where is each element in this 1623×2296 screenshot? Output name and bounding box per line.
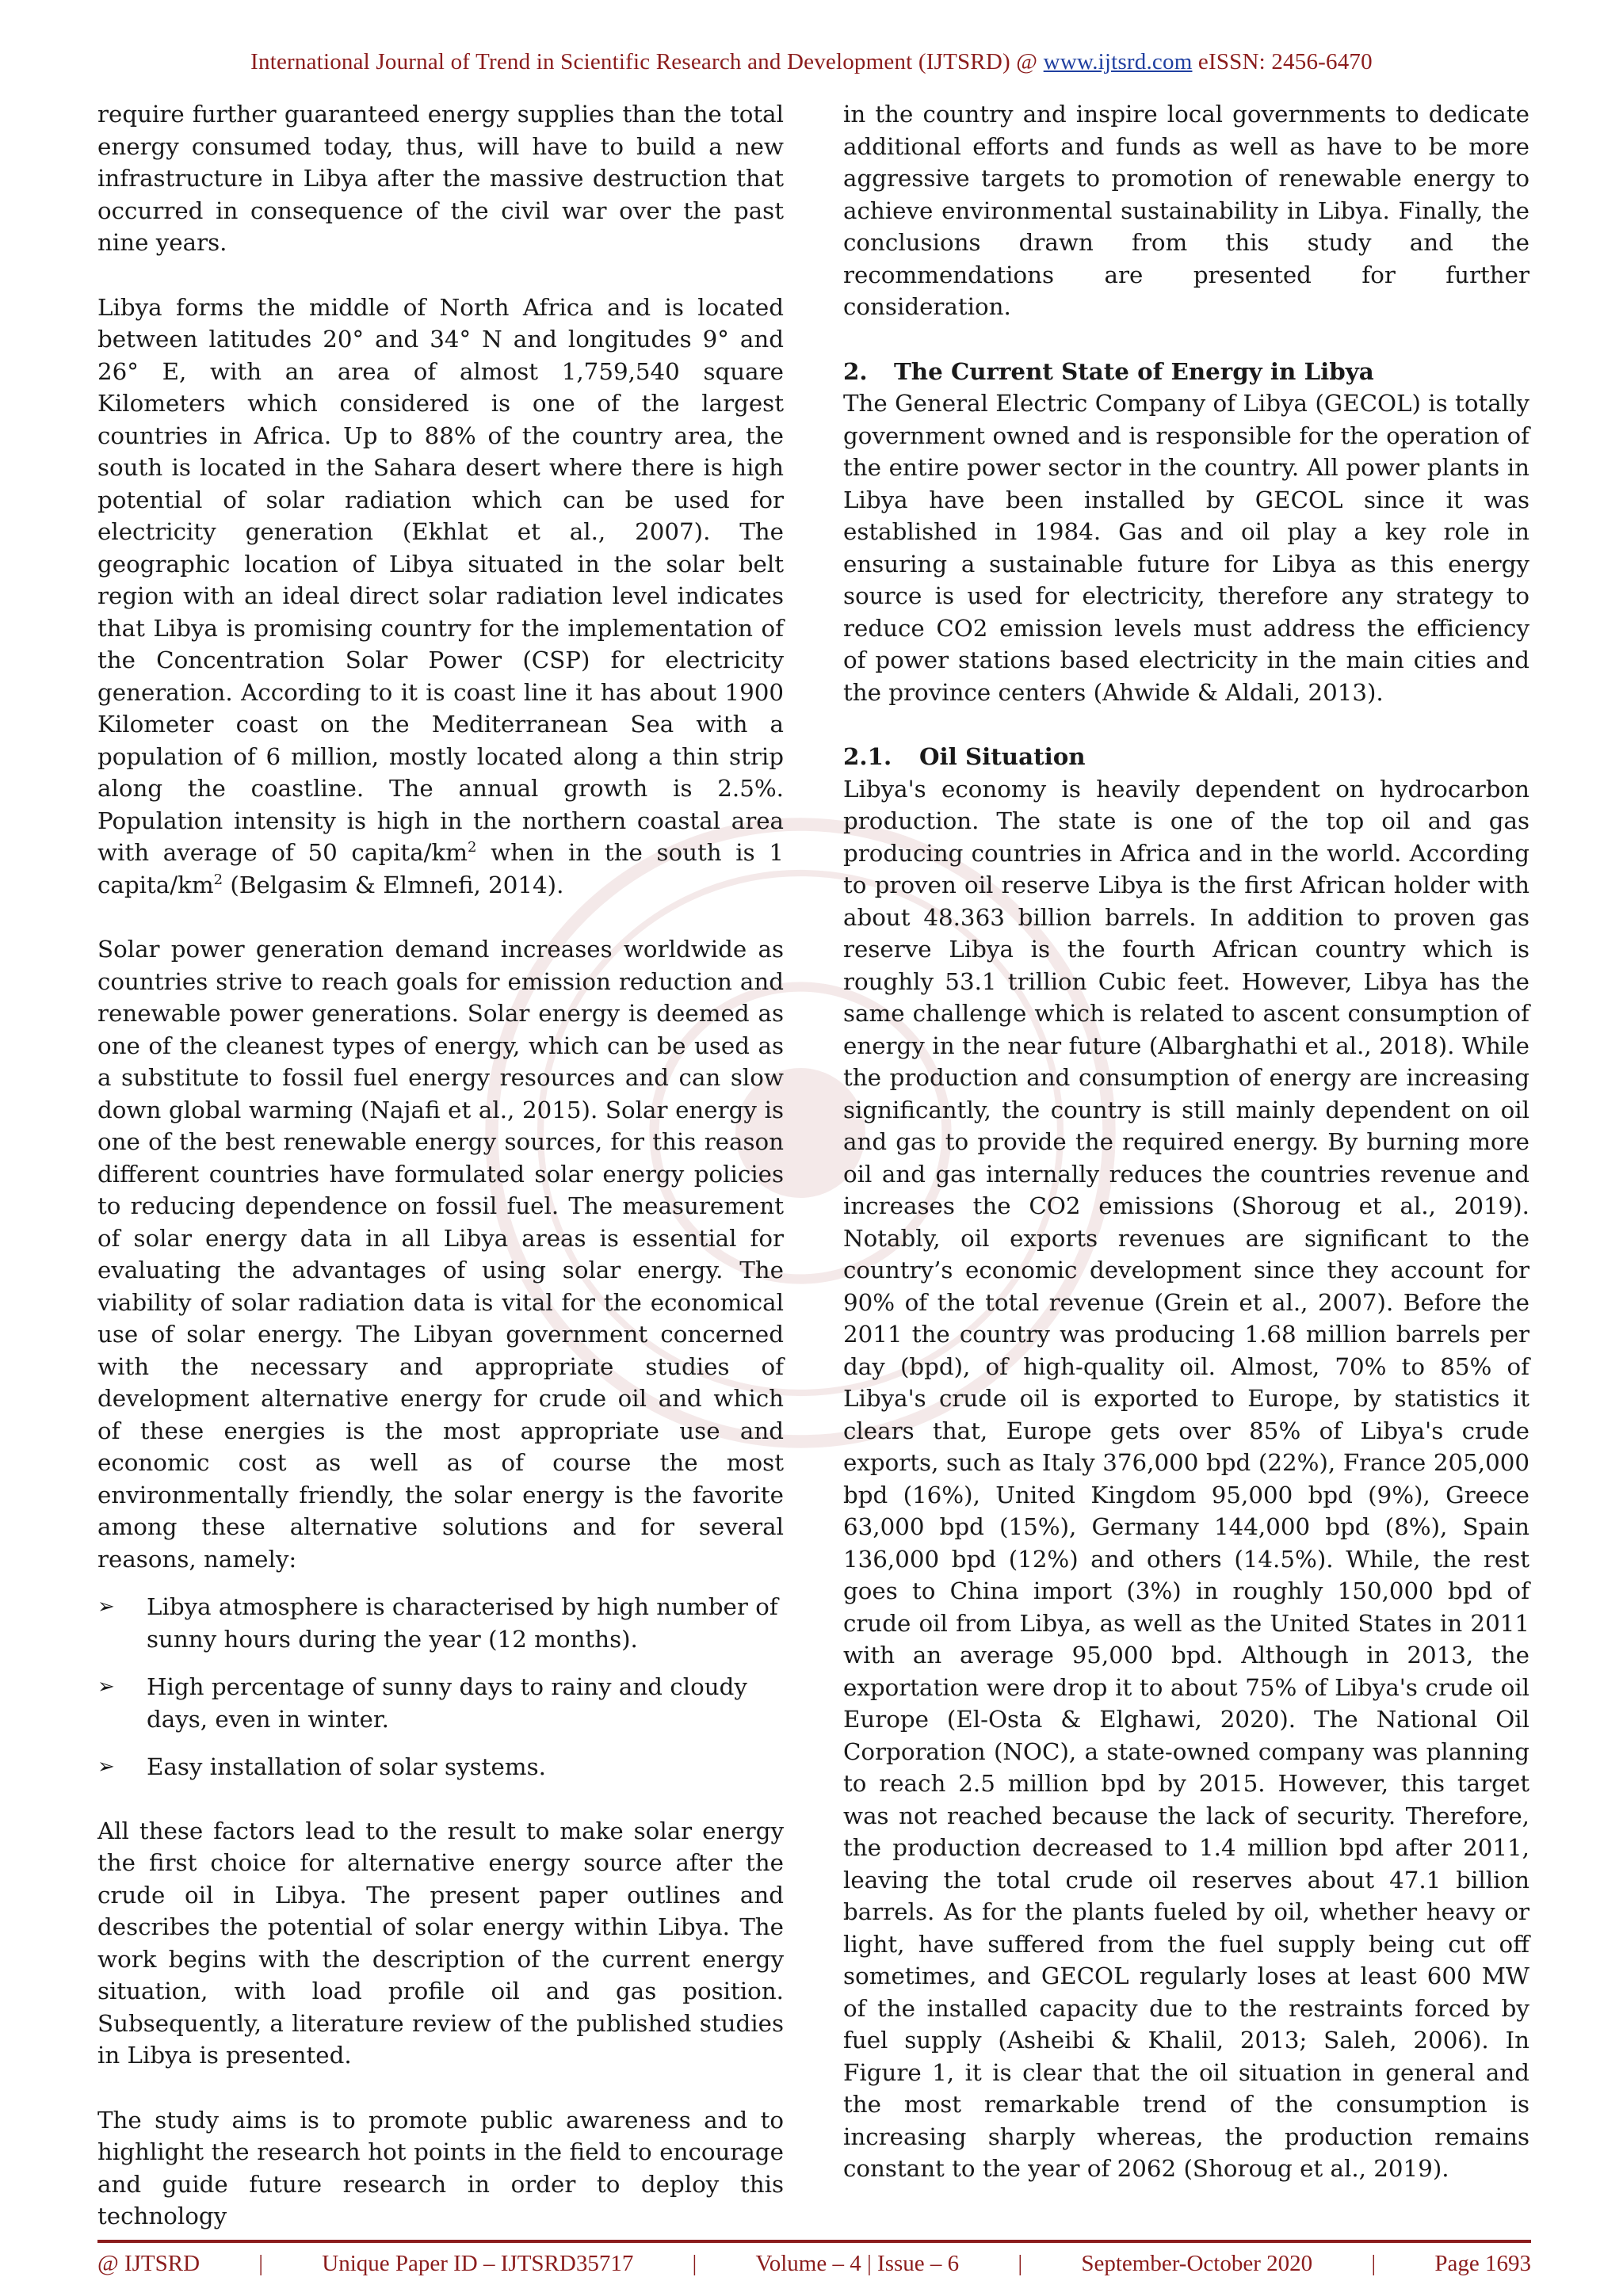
paragraph: Solar power generation demand increases worldwide as countries strive to reach goals for emission reduction and renewable power generations. Solar energy is deemed as one of the cleanest types of energy, which can be used as a substitute to fossil fuel energy resources and can slow down global warming (Najafi et al., 2015). Solar energy is one of the best renewable energy sources, for this reason different countries have formulated solar energy policies to reducing dependence on fossil fuel. The measurement of solar energy data in all Libya areas is essential for evaluating the advantages of using solar energy. The viability of solar radiation data is vital for the economical use of solar energy. The Libyan government concerned with the necessary and appropriate studies of development alternative energy for crude oil and which of these energies is the most appropriate use and economic cost as well as of course the most environmentally friendly, the solar energy is the favorite among these alternative solutions and for several reasons, namely: bbox=[97, 936, 784, 1573]
text-run: Libya forms the middle of North Africa and is located between latitudes 20° and 34° N and longitudes 9° and 26° E, with an area of almost 1,759,540 square Kilometers which considered is one of the largest countries in Africa. Up to 88% of the country area, the south is located in the Sahara desert where there is high potential of solar radiation which can be used for electricity generation (Ekhlat et al., 2007). The geographic location of Libya situated in the solar belt region with an ideal direct solar radiation level indicates that Libya is promising country for the implementation of the Concentration Solar Power (CSP) for electricity generation. According to it is coast line it has about 1900 Kilometer coast on the Mediterranean Sea with a population of 6 million, mostly located along a thin strip along the coastline. The annual growth is 2.5%. Population intensity is high in the northern coastal area with average of 50 capita/km bbox=[97, 293, 784, 866]
left-column bbox=[97, 98, 784, 2233]
footer-brand: @ IJTSRD bbox=[97, 2251, 200, 2276]
superscript: 2 bbox=[468, 839, 477, 856]
list-item-text: Libya atmosphere is characterised by high number of sunny hours during the year (12 months). bbox=[147, 1593, 778, 1653]
running-footer bbox=[97, 2251, 1531, 2277]
list-item-text: High percentage of sunny days to rainy and cloudy days, even in winter. bbox=[147, 1673, 747, 1733]
right-column bbox=[843, 98, 1529, 2185]
footer-paper-id: Unique Paper ID – IJTSRD35717 bbox=[322, 2251, 634, 2276]
section-title: The Current State of Energy in Libya bbox=[894, 357, 1374, 385]
paragraph: The General Electric Company of Libya (GECOL) is totally government owned and is responsible for the operation of the entire power sector in the country. All power plants in Libya have been installed by GECOL since it was established in 1984. Gas and oil play a key role in ensuring a sustainable future for Libya as this energy source is used for electricity, therefore any strategy to reduce CO2 emission levels must address the efficiency of power stations based electricity in the main cities and the province centers (Ahwide & Aldali, 2013). bbox=[843, 390, 1529, 706]
text-run: (Belgasim & Elmnefi, 2014). bbox=[223, 871, 564, 898]
footer-separator: | bbox=[258, 2251, 264, 2276]
arrow-bullet-icon: ➢ bbox=[97, 1755, 115, 1779]
footer-date: September-October 2020 bbox=[1081, 2251, 1313, 2276]
issn: eISSN: 2456-6470 bbox=[1192, 49, 1373, 74]
footer-rule bbox=[97, 2240, 1531, 2243]
subsection-number: 2.1. bbox=[843, 742, 892, 770]
paragraph: The study aims is to promote public awareness and to highlight the research hot points in the field to encourage and guide future research in order to deploy this technology bbox=[97, 2106, 784, 2229]
journal-name: International Journal of Trend in Scientific Research and Development (IJTSRD) @ bbox=[250, 49, 1044, 74]
footer-separator: | bbox=[1018, 2251, 1023, 2276]
footer-separator: | bbox=[692, 2251, 697, 2276]
paragraph-libya-geography bbox=[97, 292, 784, 902]
section-number: 2. bbox=[843, 357, 868, 385]
running-header bbox=[0, 49, 1623, 75]
footer-volume: Volume – 4 | Issue – 6 bbox=[755, 2251, 960, 2276]
paragraph: require further guaranteed energy supplies than the total energy consumed today, thus, will have to build a new infrastructure in Libya after the massive destruction that occurred in consequence of the civil war over the past nine years. bbox=[97, 101, 784, 256]
footer-page-number: Page 1693 bbox=[1434, 2251, 1531, 2276]
bullet-list bbox=[97, 1591, 784, 1783]
text-run: when in the south is 1 capita/km bbox=[97, 839, 784, 898]
list-item-text: Easy installation of solar systems. bbox=[147, 1753, 546, 1780]
subsection-title: Oil Situation bbox=[919, 742, 1086, 770]
section-heading bbox=[843, 356, 1529, 388]
list-item bbox=[97, 1751, 784, 1783]
list-item bbox=[97, 1591, 784, 1655]
superscript: 2 bbox=[213, 871, 223, 888]
subsection-heading bbox=[843, 741, 1529, 773]
arrow-bullet-icon: ➢ bbox=[97, 1675, 115, 1699]
arrow-bullet-icon: ➢ bbox=[97, 1595, 115, 1619]
paragraph: Libya's economy is heavily dependent on hydrocarbon production. The state is one of the top oil and gas producing countries in Africa and in the world. According to proven oil reserve Libya is the first African holder with about 48.363 billion barrels. In addition to proven gas reserve Libya is the fourth African country which is roughly 53.1 trillion Cubic feet. However, Libya has the same challenge which is related to ascent consumption of energy in the near future (Albarghathi et al., 2018). While the production and consumption of energy are increasing significantly, the country is still mainly dependent on oil and gas to provide the required energy. By burning more oil and gas internally reduces the countries revenue and increases the CO2 emissions (Shoroug et al., 2019). Notably, oil exports revenues are significant to the country’s economic development since they account for 90% of the total revenue (Grein et al., 2007). Before the 2011 the country was producing 1.68 million barrels per day (bpd), of high-quality oil. Almost, 70% to 85% of Libya's crude oil is exported to Europe, by statistics it clears that, Europe gets over 85% of Libya's crude exports, such as Italy 376,000 bpd (22%), France 205,000 bpd (16%), United Kingdom 95,000 bpd (9%), Greece 63,000 bpd (15%), Germany 144,000 bpd (8%), Spain 136,000 bpd (12%) and others (14.5%). While, the rest goes to China import (3%) in roughly 150,000 bpd of crude oil from Libya, as well as the United States in 2011 with an average 95,000 bpd. Although in 2013, the exportation were drop it to about 75% of Libya's crude oil Europe (El-Osta & Elghawi, 2020). The National Oil Corporation (NOC), a state-owned company was planning to reach 2.5 million bpd by 2015. However, this target was not reached because the lack of security. Therefore, the production decreased to 1.4 million bpd after 2011, leaving the total crude oil reserves about 47.1 billion barrels. As for the plants fueled by oil, whether heavy or light, have suffered from the fuel supply being cut off sometimes, and GECOL regularly loses at least 600 MW of the installed capacity due to the restraints forced by fuel supply (Asheibi & Khalil, 2013; Saleh, 2006). In Figure 1, it is clear that the oil situation in general and the most remarkable trend of the consumption is increasing sharply whereas, the production remains constant to the year of 2062 (Shoroug et al., 2019). bbox=[843, 775, 1529, 2182]
list-item bbox=[97, 1671, 784, 1735]
paragraph: in the country and inspire local governments to dedicate additional efforts and funds as well as have to be more aggressive targets to promotion of renewable energy to achieve environmental sustainability in Libya. Finally, the conclusions drawn from this study and the recommendations are presented for further consideration. bbox=[843, 101, 1529, 320]
journal-website-link[interactable]: www.ijtsrd.com bbox=[1043, 49, 1193, 74]
footer-separator: | bbox=[1371, 2251, 1377, 2276]
paragraph: All these factors lead to the result to make solar energy the first choice for alternative energy source after the crude oil in Libya. The present paper outlines and describes the potential of solar energy within Libya. The work begins with the description of the current energy situation, with load profile oil and gas position. Subsequently, a literature review of the published studies in Libya is presented. bbox=[97, 1817, 784, 2069]
